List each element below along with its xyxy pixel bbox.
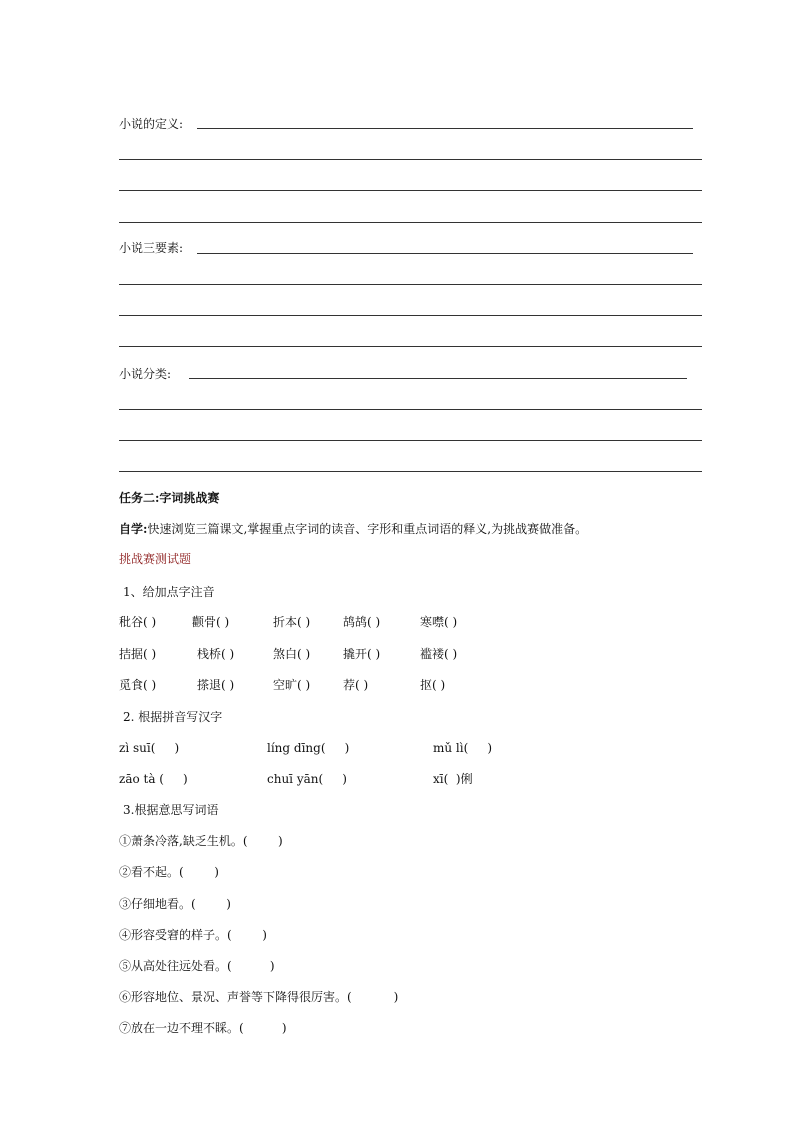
- q2-item: xī( )俐: [433, 772, 473, 786]
- q1-item: 栈桥( ): [197, 647, 235, 661]
- q2-item: zāo tà ( ): [119, 772, 188, 786]
- q1-item: 空旷( ): [273, 678, 311, 692]
- elements-label: 小说三要素:: [119, 241, 184, 255]
- definition-answer-line-4[interactable]: [119, 222, 702, 223]
- q2-item: mǔ lì( ): [433, 741, 493, 755]
- definition-answer-line-3[interactable]: [119, 190, 702, 191]
- q1-item: 搽退( ): [197, 678, 235, 692]
- elements-answer-line-2[interactable]: [119, 284, 702, 285]
- q1-item: 褴褛( ): [420, 647, 458, 661]
- q1-item: 折本( ): [273, 615, 311, 629]
- q2-title: 2. 根据拼音写汉字: [123, 710, 223, 724]
- q1-item: 抠( ): [420, 678, 446, 692]
- q3-title: 3.根据意思写词语: [123, 803, 219, 817]
- q3-item: ③仔细地看。( ): [119, 897, 231, 911]
- q1-item: 煞白( ): [273, 647, 311, 661]
- definition-answer-line-2[interactable]: [119, 159, 702, 160]
- q1-item: 荐( ): [343, 678, 369, 692]
- q1-item: 觅食( ): [119, 678, 157, 692]
- definition-answer-line-1[interactable]: [197, 128, 693, 129]
- definition-label: 小说的定义:: [119, 117, 184, 131]
- self-study-line: [119, 521, 587, 537]
- q3-item: ②看不起。( ): [119, 865, 219, 879]
- self-study-label: 自学:: [119, 522, 148, 536]
- q1-item: 寒噤( ): [420, 615, 458, 629]
- q2-item: chuī yān( ): [267, 772, 347, 786]
- q2-item: zì suī( ): [119, 741, 180, 755]
- category-answer-line-2[interactable]: [119, 409, 702, 410]
- q3-item: ⑤从高处往远处看。( ): [119, 959, 275, 973]
- q1-item: 秕谷( ): [119, 615, 157, 629]
- q3-item: ④形容受窘的样子。( ): [119, 928, 267, 942]
- q1-item: 拮据( ): [119, 647, 157, 661]
- category-answer-line-4[interactable]: [119, 471, 702, 472]
- elements-answer-line-3[interactable]: [119, 315, 702, 316]
- q3-item: ⑦放在一边不理不睬。( ): [119, 1021, 287, 1035]
- q3-item: ⑥形容地位、景况、声誉等下降得很厉害。( ): [119, 990, 399, 1004]
- q1-title: 1、给加点字注音: [123, 585, 215, 599]
- task2-title: 任务二:字词挑战赛: [119, 491, 220, 505]
- elements-answer-line-4[interactable]: [119, 346, 702, 347]
- q1-item: 撬开( ): [343, 647, 381, 661]
- elements-answer-line-1[interactable]: [197, 253, 693, 254]
- category-answer-line-1[interactable]: [189, 378, 687, 379]
- category-answer-line-3[interactable]: [119, 440, 702, 441]
- test-title: 挑战赛测试题: [119, 552, 192, 566]
- q1-item: 鸪鸪( ): [343, 615, 381, 629]
- q1-item: 颧骨( ): [192, 615, 230, 629]
- q2-item: líng dīng( ): [267, 741, 350, 755]
- self-study-text: 快速浏览三篇课文,掌握重点字词的读音、字形和重点词语的释义,为挑战赛做准备。: [147, 522, 588, 536]
- q3-item: ①萧条冷落,缺乏生机。( ): [119, 834, 283, 848]
- category-label: 小说分类:: [119, 367, 172, 381]
